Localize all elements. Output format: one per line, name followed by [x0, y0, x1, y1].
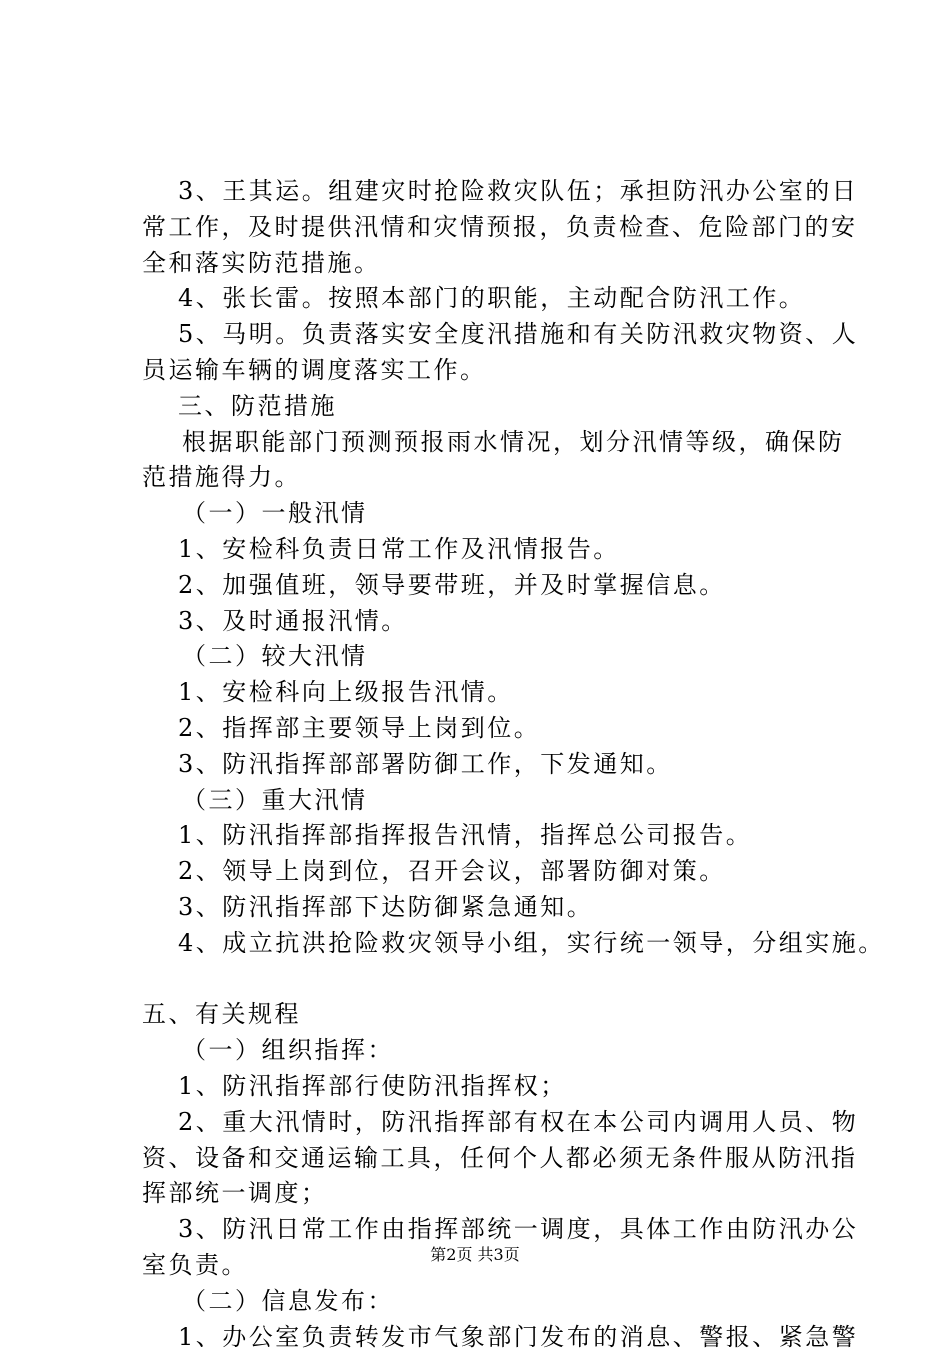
paragraph-line: 2、重大汛情时，防汛指挥部有权在本公司内调用人员、物 — [142, 1105, 858, 1141]
paragraph-line: 3、防汛指挥部部署防御工作，下发通知。 — [142, 747, 858, 783]
paragraph-line: 1、安检科负责日常工作及汛情报告。 — [142, 532, 858, 568]
document-body — [142, 174, 858, 1355]
section-heading: 三、防范措施 — [142, 389, 858, 425]
paragraph-line: 1、防汛指挥部行使防汛指挥权； — [142, 1069, 858, 1105]
paragraph-line: 资、设备和交通运输工具，任何个人都必须无条件服从防汛指 — [142, 1141, 858, 1177]
subsection-heading: （二）信息发布： — [142, 1284, 858, 1320]
paragraph-line: 3、王其运。组建灾时抢险救灾队伍；承担防汛办公室的日 — [142, 174, 858, 210]
paragraph-line: 2、加强值班，领导要带班，并及时掌握信息。 — [142, 568, 858, 604]
paragraph-line: 室负责。 — [142, 1248, 858, 1284]
subsection-heading: （一）一般汛情 — [142, 496, 858, 532]
paragraph-line: 2、领导上岗到位，召开会议，部署防御对策。 — [142, 854, 858, 890]
paragraph-line: 3、防汛日常工作由指挥部统一调度，具体工作由防汛办公 — [142, 1212, 858, 1248]
paragraph-line: 1、防汛指挥部指挥报告汛情，指挥总公司报告。 — [142, 818, 858, 854]
paragraph-line: 常工作，及时提供汛情和灾情预报，负责检查、危险部门的安 — [142, 210, 858, 246]
paragraph-line: 4、张长雷。按照本部门的职能，主动配合防汛工作。 — [142, 281, 858, 317]
paragraph-line: 全和落实防范措施。 — [142, 246, 858, 282]
paragraph-line: 挥部统一调度； — [142, 1176, 858, 1212]
subsection-heading: （三）重大汛情 — [142, 783, 858, 819]
subsection-heading: （二）较大汛情 — [142, 639, 858, 675]
page-number-footer: 第2页 共3页 — [0, 1245, 950, 1265]
paragraph-line: 4、成立抗洪抢险救灾领导小组，实行统一领导，分组实施。 — [142, 926, 858, 962]
paragraph-line: 1、安检科向上级报告汛情。 — [142, 675, 858, 711]
paragraph-line: 3、及时通报汛情。 — [142, 604, 858, 640]
paragraph-line: 3、防汛指挥部下达防御紧急通知。 — [142, 890, 858, 926]
paragraph-line: 1、办公室负责转发市气象部门发布的消息、警报、紧急警 — [142, 1320, 858, 1355]
blank-line — [142, 962, 858, 998]
paragraph-line: 根据职能部门预测预报雨水情况，划分汛情等级，确保防 — [142, 425, 858, 461]
paragraph-line: 范措施得力。 — [142, 460, 858, 496]
paragraph-line: 员运输车辆的调度落实工作。 — [142, 353, 858, 389]
section-heading: 五、有关规程 — [142, 997, 858, 1033]
subsection-heading: （一）组织指挥： — [142, 1033, 858, 1069]
paragraph-line: 2、指挥部主要领导上岗到位。 — [142, 711, 858, 747]
paragraph-line: 5、马明。负责落实安全度汛措施和有关防汛救灾物资、人 — [142, 317, 858, 353]
